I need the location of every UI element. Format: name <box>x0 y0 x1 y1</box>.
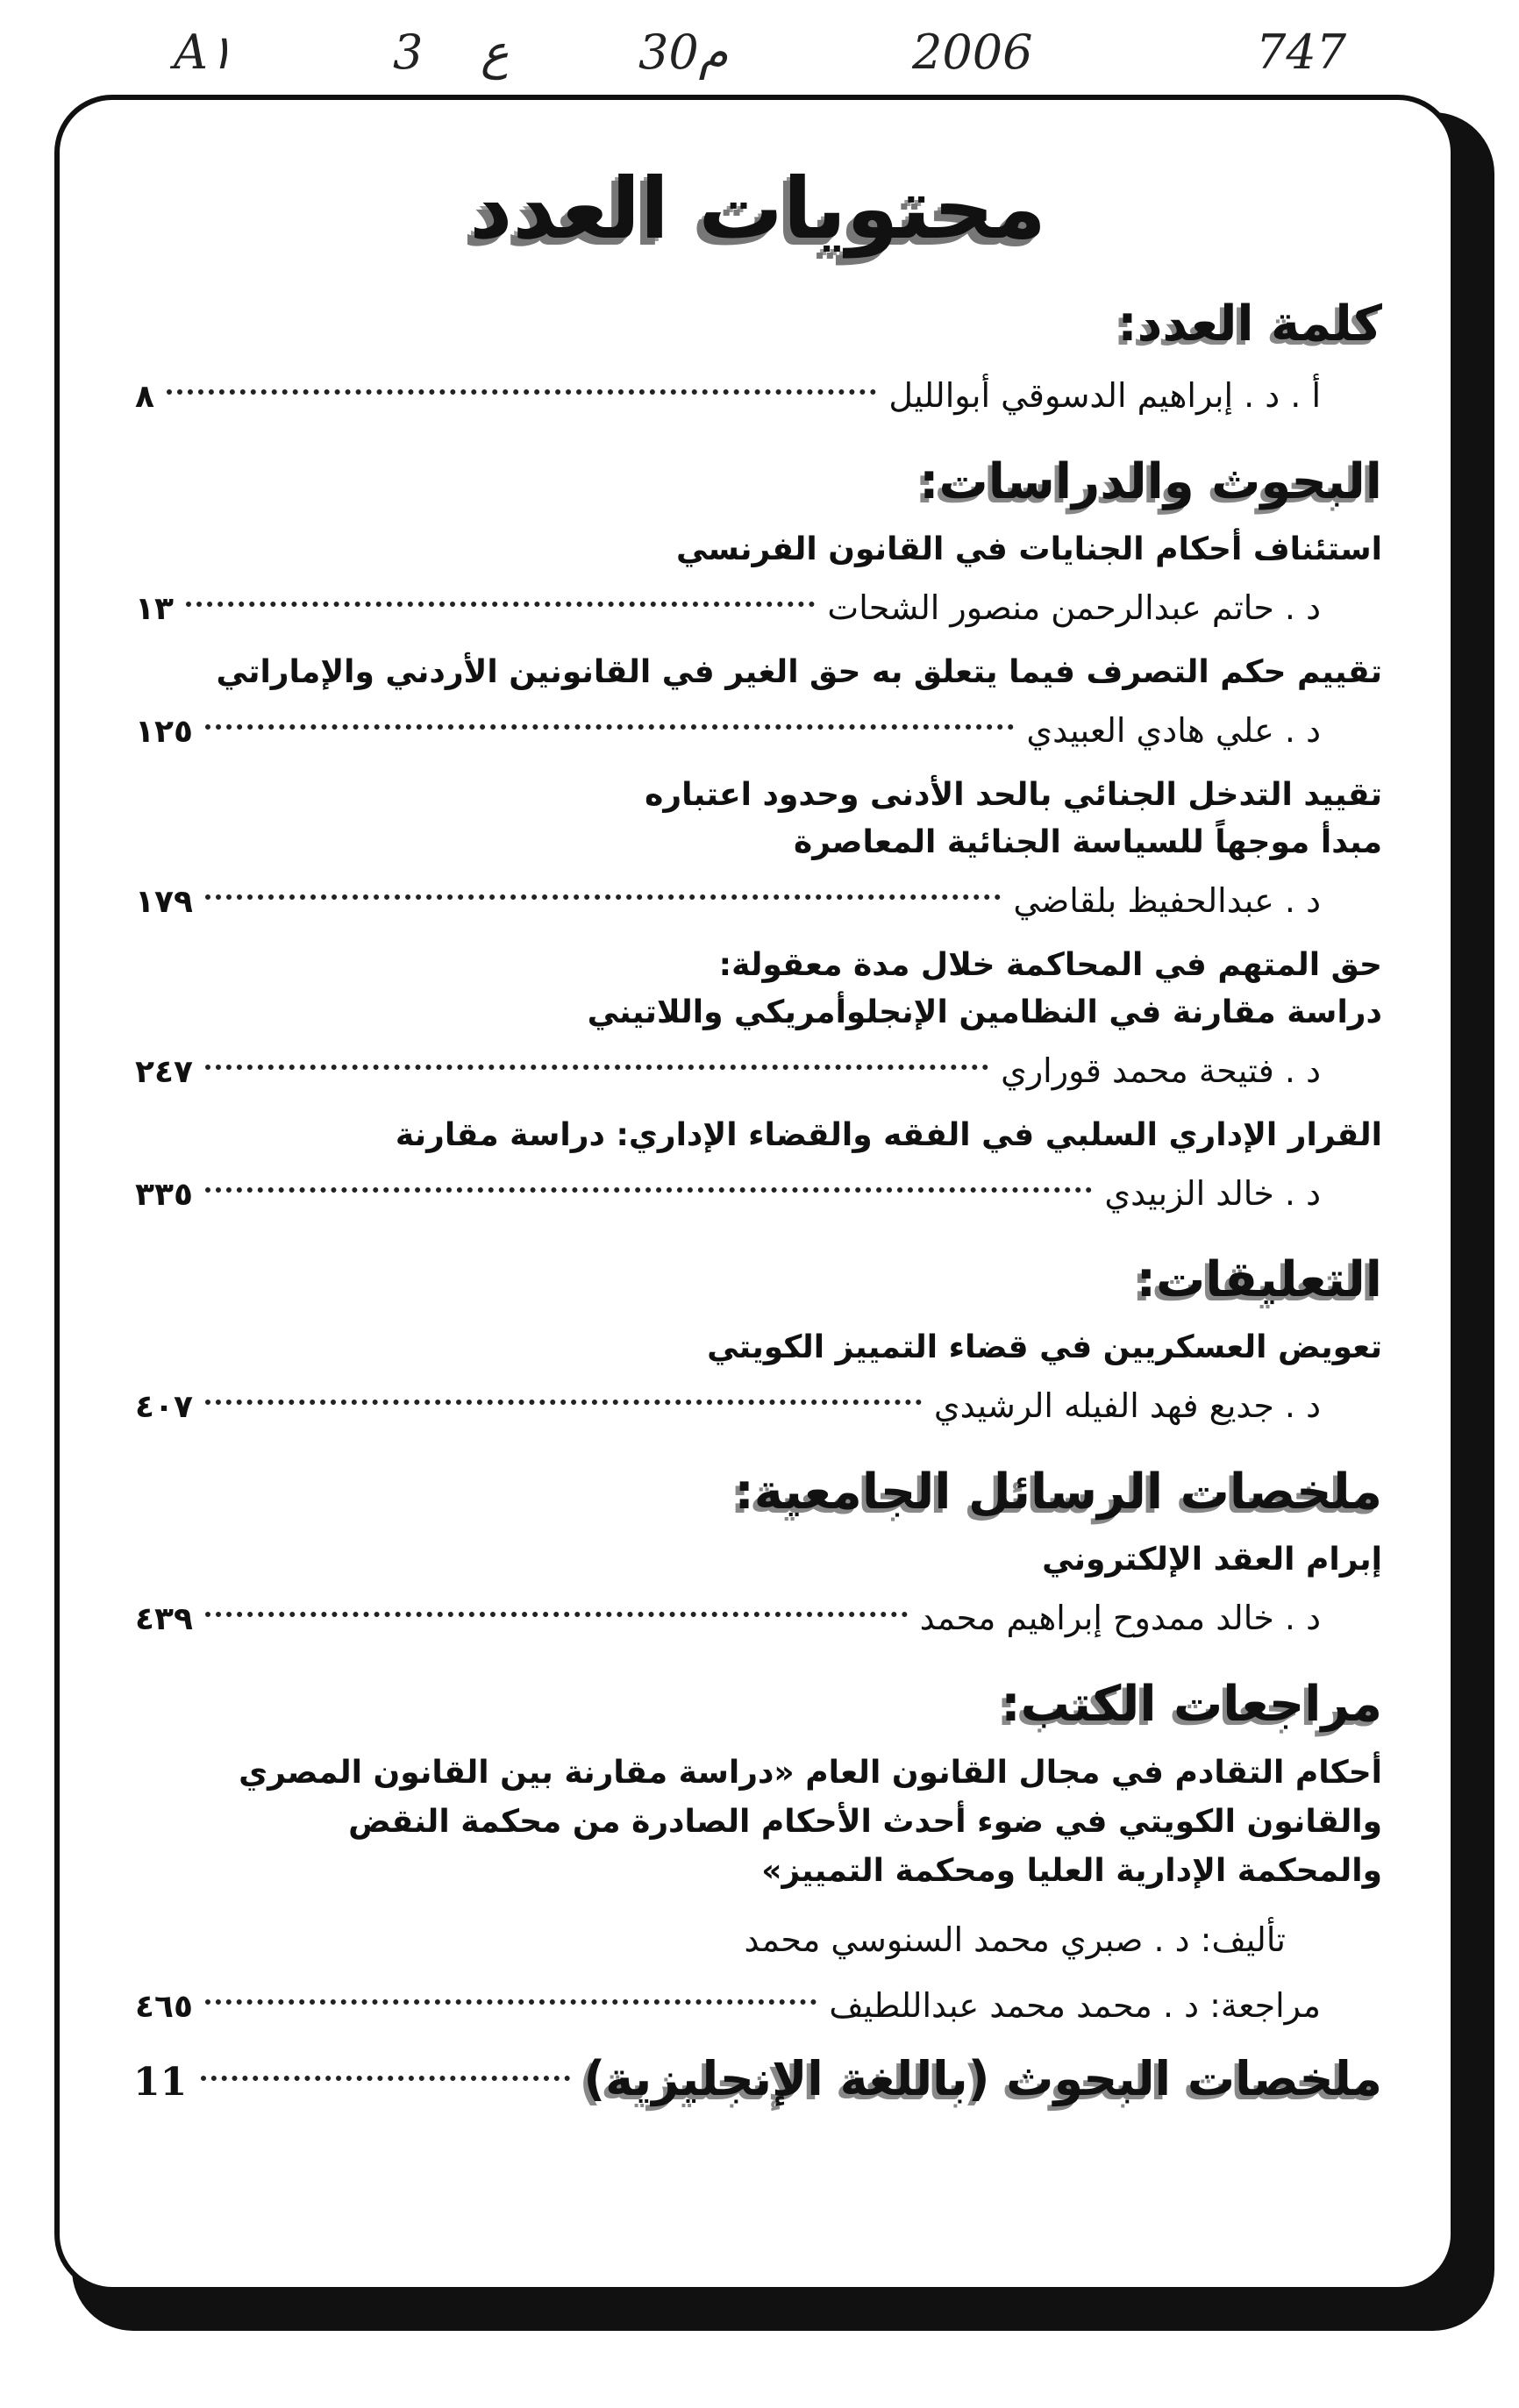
entry-title: تقييد التدخل الجنائي بالحد الأدنى وحدود اعتباره <box>645 777 1382 813</box>
section-heading-issue-word: كلمة العدد: <box>1117 296 1382 353</box>
entry-author: أ . د . إبراهيم الدسوقي أبوالليل <box>888 376 1321 415</box>
toc-entry-english-summaries <box>133 2040 1382 2119</box>
entry-page-number: ٤٣٩ <box>135 1601 193 1637</box>
book-author: تأليف: د . صبري محمد السنوسي محمد <box>744 1920 1286 1959</box>
entry-title: حق المتهم في المحاكمة خلال مدة معقولة: <box>718 947 1382 983</box>
section-heading-theses: ملخصات الرسائل الجامعية: <box>734 1464 1382 1521</box>
entry-page-number: ٤٦٥ <box>135 1989 193 2025</box>
book-title-line: والمحكمة الإدارية العليا ومحكمة التمييز» <box>761 1853 1382 1889</box>
dot-leader <box>205 1999 817 2005</box>
book-title-line: أحكام التقادم في مجال القانون العام «دراسة مقارنة بين القانون المصري <box>239 1755 1382 1791</box>
section-heading-english-summaries: ملخصات البحوث (باللغة الإنجليزية) <box>583 2051 1382 2106</box>
entry-page-number: ١٧٩ <box>135 884 193 920</box>
entry-title-continued: دراسة مقارنة في النظامين الإنجلوأمريكي واللاتيني <box>587 994 1382 1030</box>
toc-entry <box>133 1159 1382 1228</box>
handwritten-issue-letter: ع <box>481 25 510 80</box>
table-of-contents <box>54 95 1456 2292</box>
toc-entry <box>133 1037 1382 1105</box>
entry-author: د . خالد ممدوح إبراهيم محمد <box>919 1599 1321 1637</box>
entry-page-number: ١٢٥ <box>135 714 193 750</box>
dot-leader <box>205 1612 908 1617</box>
entry-title: القرار الإداري السلبي في الفقه والقضاء الإداري: دراسة مقارنة <box>395 1117 1382 1153</box>
book-title-line: والقانون الكويتي في ضوء أحدث الأحكام الصادرة من محكمة النقض <box>348 1804 1382 1840</box>
dot-leader <box>205 1400 922 1405</box>
handwritten-date: 30م <box>638 25 729 80</box>
entry-author: د . علي هادي العبيدي <box>1026 711 1321 750</box>
page-title: محتويات العدد <box>469 160 1046 258</box>
dot-leader <box>205 724 1014 730</box>
section-heading-comments: التعليقات: <box>1136 1251 1382 1308</box>
handwritten-code: A١ <box>174 25 234 80</box>
toc-entry <box>133 1371 1382 1440</box>
toc-entry <box>133 574 1382 642</box>
entry-title: استئناف أحكام الجنايات في القانون الفرنسي <box>675 531 1382 567</box>
toc-entry <box>133 1971 1382 2040</box>
dot-leader <box>205 1065 988 1070</box>
toc-entry <box>133 1584 1382 1652</box>
entry-page-number: ١٣ <box>135 591 174 627</box>
book-title <box>133 1749 1382 1896</box>
entry-author: د . جديع فهد الفيله الرشيدي <box>933 1386 1321 1425</box>
toc-entry <box>133 696 1382 765</box>
entry-author: د . عبدالحفيظ بلقاضي <box>1013 881 1321 920</box>
entry-page-number: ٢٤٧ <box>135 1054 193 1090</box>
handwritten-number: 747 <box>1256 25 1347 80</box>
entry-author: د . خالد الزبيدي <box>1104 1174 1321 1213</box>
entry-page-number: ٣٣٥ <box>135 1177 193 1213</box>
handwritten-annotation <box>0 25 1519 103</box>
entry-title: تعويض العسكريين في قضاء التمييز الكويتي <box>707 1329 1382 1365</box>
section-heading-book-reviews: مراجعات الكتب: <box>1001 1676 1382 1733</box>
dot-leader <box>205 894 1001 900</box>
toc-entry <box>133 866 1382 935</box>
entry-page-number: 11 <box>133 2060 188 2105</box>
entry-author: د . حاتم عبدالرحمن منصور الشحات <box>827 588 1321 627</box>
book-reviewer: مراجعة: د . محمد محمد عبداللطيف <box>829 1986 1321 2025</box>
dot-leader <box>201 2076 569 2081</box>
entry-title: إبرام العقد الإلكتروني <box>1042 1542 1382 1578</box>
entry-page-number: ٤٠٧ <box>135 1389 193 1425</box>
section-heading-research: البحوث والدراسات: <box>919 453 1382 510</box>
dot-leader <box>186 602 815 607</box>
entry-page-number: ٨ <box>135 379 154 415</box>
dot-leader <box>205 1187 1092 1193</box>
toc-entry <box>133 361 1382 430</box>
entry-title-continued: مبدأ موجهاً للسياسة الجنائية المعاصرة <box>794 824 1382 860</box>
entry-author: د . فتيحة محمد قوراري <box>1001 1051 1321 1090</box>
dot-leader <box>167 389 876 395</box>
entry-title: تقييم حكم التصرف فيما يتعلق به حق الغير في القانونين الأردني والإماراتي <box>216 654 1382 690</box>
handwritten-issue-number: 3 <box>393 25 424 80</box>
handwritten-year: 2006 <box>912 25 1033 80</box>
